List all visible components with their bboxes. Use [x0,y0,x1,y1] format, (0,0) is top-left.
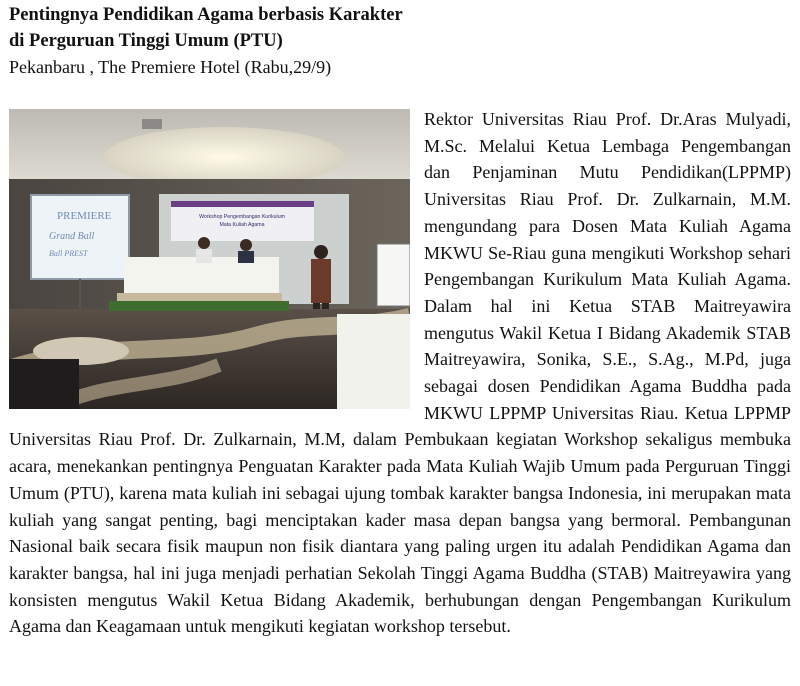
head-table [124,257,279,299]
article-title [9,2,791,54]
seated-person [196,249,212,263]
banner-text-1: Workshop Pengembangan Kurikulum [199,214,285,220]
title-line-1: Pentingnya Pendidikan Agama berbasis Karakter [9,5,403,25]
chair [9,359,79,409]
banner-text-2: Mata Kuliah Agama [219,222,265,228]
ceiling-light [104,127,344,187]
screen-text-1: PREMIERE [57,210,112,222]
title-line-2: di Perguruan Tinggi Umum (PTU) [9,31,283,51]
speaker-head [314,245,328,259]
dateline: Pekanbaru , The Premiere Hotel (Rabu,29/9) [9,57,332,77]
workshop-photo [9,109,410,409]
side-table [337,314,410,409]
screen-text-3: Ball PREST [49,249,88,258]
article-body [9,106,791,640]
seated-person [238,251,254,263]
flip-chart [377,244,410,306]
article-page [9,0,791,640]
projector-icon [142,119,162,129]
plant-row [109,301,289,311]
person-head [198,237,210,249]
standing-speaker [311,259,331,303]
screen-text-2: Grand Ball [49,231,95,242]
article-text: Rektor Universitas Riau Prof. Dr.Aras Mulyadi, M.Sc. Melalui Ketua Lembaga Pengembangan dan Penjaminan Mutu Pendidikan(LPPMP) Universitas Riau Prof. Dr. Zulkarnain, M.M. mengundang para Dosen Mata Kuliah Agama MKWU Se-Riau guna mengikuti Workshop sehari Pengembangan Kurikulum Mata Kuliah Agama. Dalam hal ini Ketua STAB Maitreyawira mengutus Wakil Ketua I Bidang Akademik STAB Maitreyawira, Sonika, S.E., S.Ag., M.Pd, juga sebagai dosen Pendidikan Agama Buddha pada MKWU LPPMP Universitas Riau. Ketua LPPMP Universitas Riau Prof. Dr. Zulkarnain, M.M, dalam Pembukaan kegiatan Workshop sekaligus membuka acara, menekankan pentingnya Penguatan Karakter pada Mata Kuliah Wajib Umum pada Perguruan Tinggi Umum (PTU), karena mata kuliah ini sebagai ujung tombak karakter bangsa Indonesia, ini merupakan mata kuliah yang sangat penting, bagi menciptakan kader masa depan bangsa yang bermoral. Pembangunan Nasional baik secara fisik maupun non fisik diantara yang paling urgen itu adalah Pendidikan Agama dan karakter bangsa, hal ini juga menjadi perhatian Sekolah Tinggi Agama Buddha (STAB) Maitreyawira yang konsisten mengutus Wakil Ketua Bidang Akademik, berhubungan dengan Pengembangan Kurikulum Agama dan Keagamaan untuk mengikuti kegiatan workshop tersebut. [9,109,791,637]
